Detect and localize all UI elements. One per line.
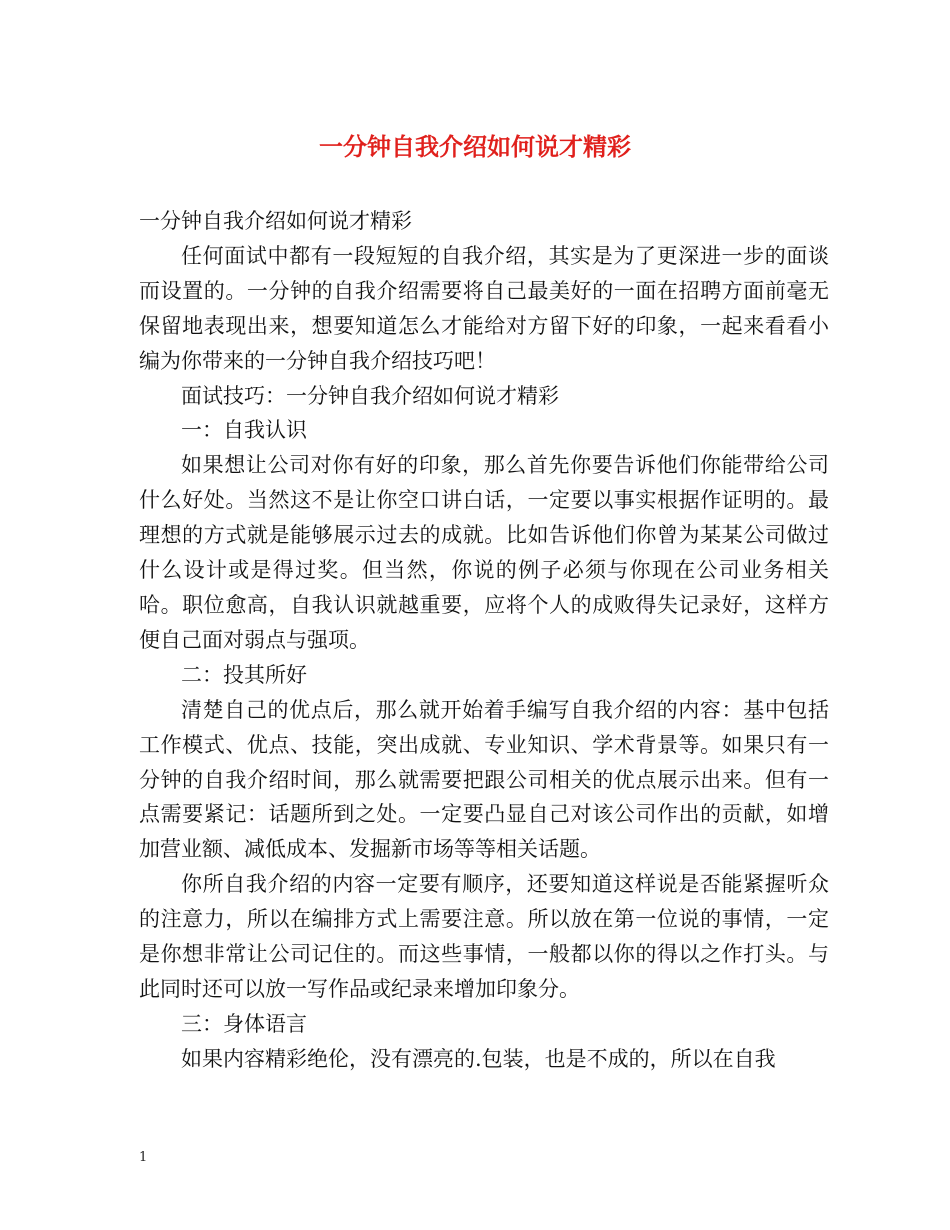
heading-body-language: 三：身体语言 [181,1011,307,1036]
paragraph-intro: 任何面试中都有一段短短的自我介绍，其实是为了更深进一步的面谈而设置的。一分钟的自我介绍需要将自己最美好的一面在招聘方面前毫无保留地表现出来，想要知道怎么才能给对方留下好的印象，一起来看看小编为你带来的一分钟自我介绍技巧吧！ [139,243,829,373]
paragraph-body-language: 如果内容精彩绝伦，没有漂亮的.包装，也是不成的，所以在自我 [181,1046,776,1071]
paragraph-subtitle: 一分钟自我介绍如何说才精彩 [139,209,412,233]
heading-cater-to-interests: 二：投其所好 [181,662,307,687]
paragraph-cater-to-interests: 清楚自己的优点后，那么就开始着手编写自我介绍的内容：基中包括工作模式、优点、技能，突出成就、专业知识、学术背景等。如果只有一分钟的自我介绍时间，那么就需要把跟公司相关的优点展示出来。但有一点需要紧记：话题所到之处。一定要凸显自己对该公司作出的贡献，如增加营业额、减低成本、发掘新市场等等相关话题。 [139,697,829,862]
paragraph-section-heading: 面试技巧：一分钟自我介绍如何说才精彩 [181,383,559,408]
paragraph-order-of-content: 你所自我介绍的内容一定要有顺序，还要知道这样说是否能紧握听众的注意力，所以在编排方式上需要注意。所以放在第一位说的事情，一定是你想非常让公司记住的。而这些事情，一般都以你的得以之作打头。与此同时还可以放一写作品或纪录来增加印象分。 [139,872,829,1001]
heading-self-awareness: 一：自我认识 [181,418,307,443]
document-body [139,204,829,1077]
page-number: 1 [139,1150,148,1165]
paragraph-self-awareness: 如果想让公司对你有好的印象，那么首先你要告诉他们你能带给公司什么好处。当然这不是让你空口讲白话，一定要以事实根据作证明的。最理想的方式就是能够展示过去的成就。比如告诉他们你曾为某某公司做过什么设计或是得过奖。但当然，你说的例子必须与你现在公司业务相关哈。职位愈高，自我认识就越重要，应将个人的成败得失记录好，这样方便自己面对弱点与强项。 [139,453,829,652]
page-title: 一分钟自我介绍如何说才精彩 [319,132,631,161]
